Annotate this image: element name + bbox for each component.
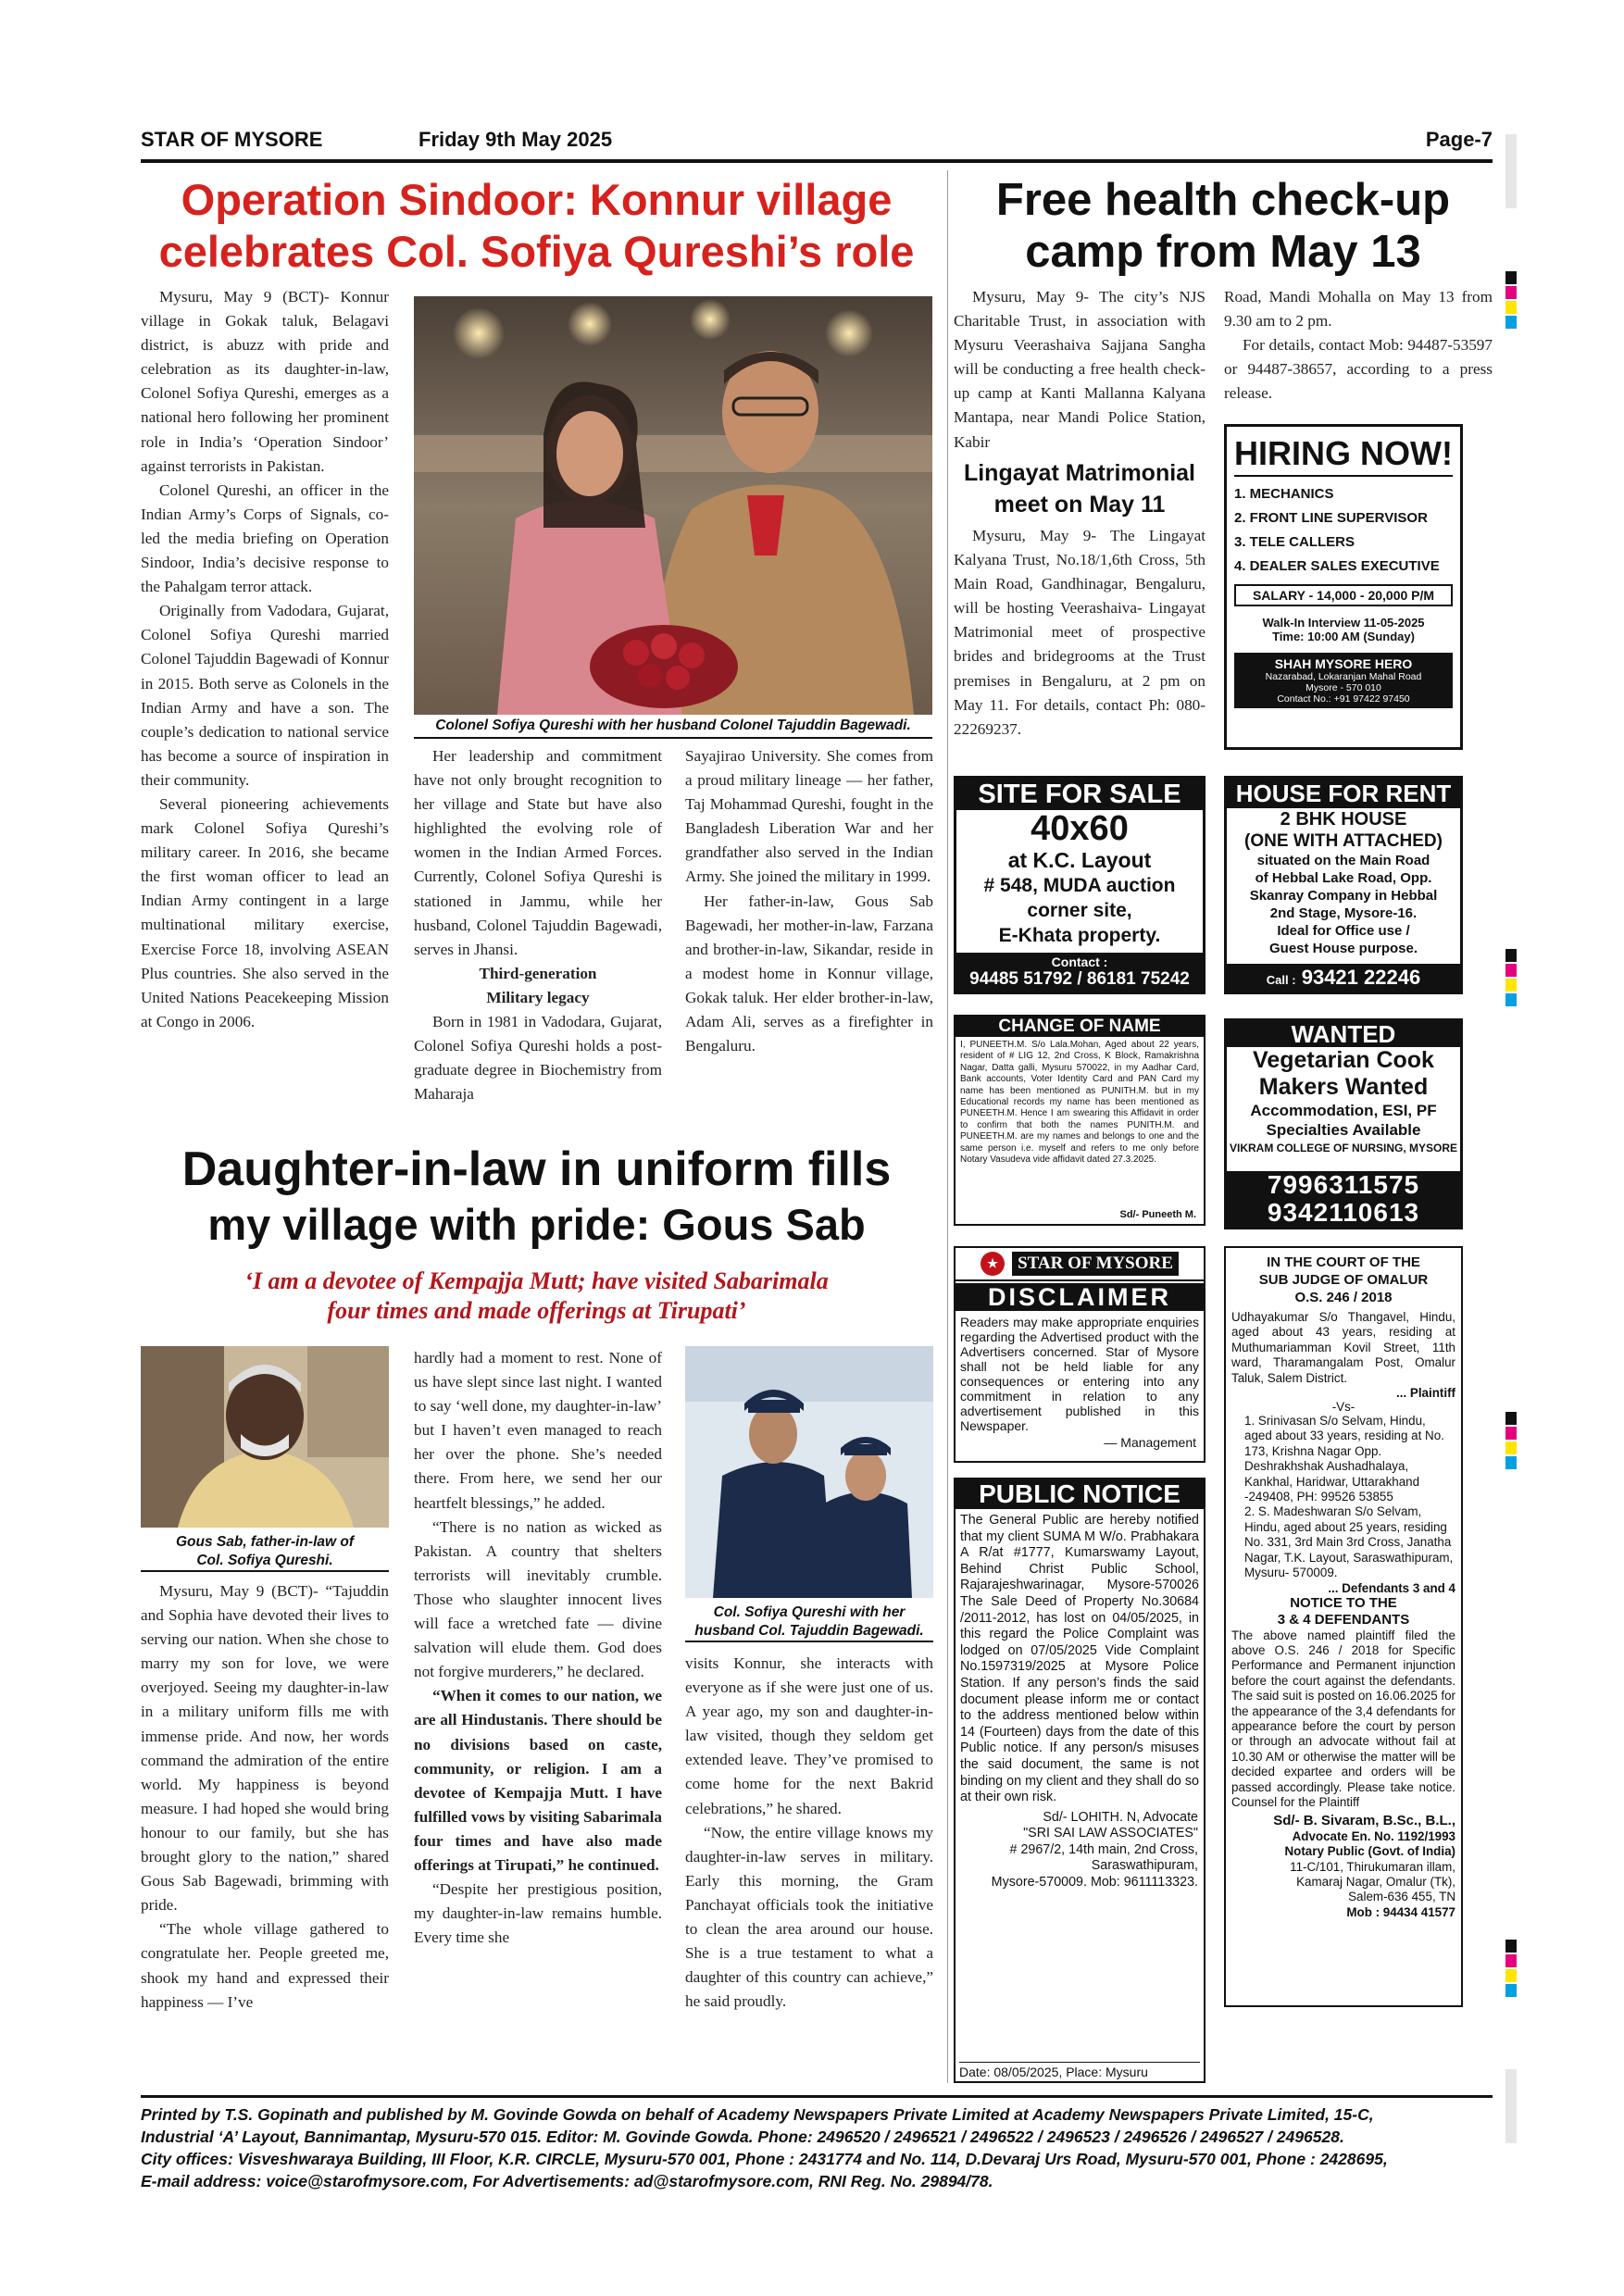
wanted-line1: Vegetarian Cook bbox=[1253, 1047, 1434, 1073]
wanted-line2: Makers Wanted bbox=[1258, 1074, 1429, 1100]
court-sign1: Sd/- B. Sivaram, B.Sc., B.L., bbox=[1273, 1813, 1455, 1829]
footer-line1: Printed by T.S. Gopinath and published by M. Govinde Gowda on behalf of Academy Newspapers Private Limited at Academy Newspapers Private Limited, 15-C, bbox=[141, 2105, 1374, 2124]
house-rent-line1: 2 BHK HOUSE bbox=[1280, 809, 1407, 830]
public-notice-box bbox=[954, 1478, 1206, 2083]
house-rent-call-label: Call : bbox=[1266, 973, 1296, 987]
house-rent-ad bbox=[1224, 776, 1463, 994]
hiring-company-block bbox=[1234, 653, 1453, 708]
story2-headline bbox=[141, 1141, 932, 1252]
health-col1-text: Mysuru, May 9- The city’s NJS Charitable Trust, in association with Mysuru Veerashaiva Sajjana Sangha will be conducting a free health check-up camp at Kanti Mallanna Kalyana Mantapa, near Mandi Police Station, Kabir bbox=[954, 288, 1206, 451]
wanted-line3: Accommodation, ESI, PF bbox=[1250, 1102, 1437, 1119]
lingayat-body bbox=[954, 524, 1206, 742]
health-col2 bbox=[1224, 285, 1493, 406]
site-sale-contact-label: Contact : bbox=[1051, 955, 1108, 969]
court-case: O.S. 246 / 2018 bbox=[1294, 1290, 1393, 1305]
site-sale-ad bbox=[954, 776, 1206, 994]
story1-headline-line2: celebrates Col. Sofiya Qureshi’s role bbox=[158, 227, 915, 276]
public-notice-sign3: # 2967/2, 14th main, 2nd Cross, bbox=[1009, 1841, 1198, 1857]
gous-sab-photo-image bbox=[141, 1346, 389, 1528]
story1-col2-p2: Born in 1981 in Vadodara, Gujarat, Colonel Sofiya Qureshi holds a post-graduate degree in Biochemistry from Maharaja bbox=[414, 1013, 662, 1104]
gous-sab-caption bbox=[141, 1533, 389, 1572]
couple-photo-caption: Colonel Sofiya Qureshi with her husband Colonel Tajuddin Bagewadi. bbox=[414, 717, 932, 739]
site-sale-line2: # 548, MUDA auction bbox=[983, 875, 1176, 896]
disclaimer-box bbox=[954, 1246, 1206, 1463]
hiring-company: SHAH MYSORE HERO bbox=[1274, 656, 1413, 671]
story1-headline bbox=[141, 174, 932, 278]
court-vs: -Vs- bbox=[1331, 1400, 1355, 1415]
story1-col1-p4: Several pioneering achievements mark Colonel Sofiya Qureshi’s military career. In 2016, she became the first woman officer to lead an Indian Army contingent in a large multinational military exercise, Exercise Force 18, involving ASEAN Plus countries. She also served in the United Nations Peacekeeping Mission at Congo in 2006. bbox=[141, 794, 389, 1030]
story1-subhead2: Military legacy bbox=[486, 988, 590, 1006]
wanted-line4: Specialties Available bbox=[1266, 1121, 1421, 1139]
uniform-photo-caption bbox=[685, 1603, 933, 1642]
story2-col3-p1: visits Konnur, she interacts with everyone as if she were just one of us. A year ago, my son and daughter-in-law visited, though they seldom get extended leave. They’ve promised to come home for the next Bakrid celebrations,” he shared. bbox=[685, 1654, 933, 1817]
wanted-body bbox=[1227, 1047, 1460, 1156]
imprint-footer bbox=[141, 2095, 1493, 2192]
health-headline bbox=[954, 174, 1493, 278]
publication-name: STAR OF MYSORE bbox=[141, 128, 323, 151]
health-col2-p1: Road, Mandi Mohalla on May 13 from 9.30 am to 2 pm. bbox=[1224, 288, 1493, 331]
house-rent-title: HOUSE FOR RENT bbox=[1227, 779, 1460, 808]
court-title bbox=[1231, 1254, 1455, 1306]
footer-line4: E-mail address: voice@starofmysore.com, For Advertisements: ad@starofmysore.com, RNI Reg. No. 29894/78. bbox=[141, 2172, 993, 2190]
story2-col3-p2: “Now, the entire village knows my daughter-in-law serves in military. Early this morning, the Gram Panchayat officials took the initiative to clean the area around our house. She is a true testament to what a daughter of this country can achieve,” he said proudly. bbox=[685, 1823, 933, 2011]
story1-col1-p2: Colonel Qureshi, an officer in the Indian Army’s Corps of Signals, co-led the media briefing on Operation Sindoor, India’s decisive response to the Pahalgam terror attack. bbox=[141, 480, 389, 596]
change-name-title: CHANGE OF NAME bbox=[956, 1017, 1204, 1037]
court-sign3: Notary Public (Govt. of India) bbox=[1284, 1844, 1455, 1859]
court-sign5: Kamaraj Nagar, Omalur (Tk), bbox=[1296, 1875, 1455, 1889]
wanted-title: WANTED bbox=[1227, 1021, 1460, 1047]
change-name-body: I, PUNEETH.M. S/o Lala.Mohan, Aged about 22 years, resident of # LIG 12, 2nd Cross, K Block, Ramakrishna Nagar, Datta galli, Mysuru 570022, in my Aadhar Card, Bank accounts, Voter Identity Card and PAN Card my name has been mentioned as PUNITH.M. but in my Educational records my name has been mentioned as PUNEETH.M. Hence I am swearing this Affidavit in order to confirm that both the names PUNITH.M. and PUNEETH.M. are my names and belongs to one and the same person i.e. myself and refers to me only before Notary Vasudeva vide affidavit dated 27.3.2025. bbox=[960, 1040, 1199, 1166]
story2-col2-p1: hardly had a moment to rest. None of us have slept since last night. I wanted to say ‘well done, my daughter-in-law’ but I haven’t even managed to reach her over the phone. She’s needed there. From here, we send her our heartfelt blessings,” he added. bbox=[414, 1349, 662, 1512]
court-notice-box bbox=[1224, 1246, 1463, 2007]
public-notice-sign4: Saraswathipuram, bbox=[1091, 1858, 1198, 1874]
health-col2-p2: For details, contact Mob: 94487-53597 or 94487-38657, according to a press release. bbox=[1224, 336, 1493, 403]
court-sign7: Mob : 94434 41577 bbox=[1346, 1904, 1455, 1919]
hiring-item-1: 1. MECHANICS bbox=[1234, 486, 1334, 502]
star-of-mysore-logo-icon: ★ bbox=[981, 1252, 1005, 1276]
wanted-phones bbox=[1227, 1171, 1460, 1227]
public-notice-sign5: Mysore-570009. Mob: 9611113323. bbox=[991, 1875, 1198, 1890]
story2-deck bbox=[141, 1267, 932, 1326]
house-rent-line5: Skanray Company in Hebbal bbox=[1249, 888, 1438, 904]
wanted-ad bbox=[1224, 1018, 1463, 1229]
site-sale-contact-block bbox=[956, 953, 1203, 992]
gous-sab-caption-line1: Gous Sab, father-in-law of bbox=[175, 1534, 355, 1550]
hiring-ad bbox=[1224, 424, 1463, 750]
footer-line3: City offices: Visveshwaraya Building, III Floor, K.R. CIRCLE, Mysuru-570 001, Phone : 2431774 and No. 114, D.Devaraj Urs Road, Mysuru-570 001, Phone : 2428695, bbox=[141, 2150, 1388, 2168]
public-notice-sign bbox=[956, 1810, 1204, 1891]
story2-col1 bbox=[141, 1579, 389, 2015]
hiring-address1: Nazarabad, Lokaranjan Mahal Road bbox=[1265, 671, 1422, 682]
uniform-photo-image bbox=[685, 1346, 933, 1598]
story2-deck-line1: ‘I am a devotee of Kempajja Mutt; have visited Sabarimala bbox=[244, 1267, 829, 1294]
registration-marks bbox=[1505, 134, 1517, 2143]
hiring-address2: Mysore - 570 010 bbox=[1305, 682, 1381, 693]
story2-col2 bbox=[414, 1346, 662, 1950]
house-rent-body bbox=[1227, 808, 1460, 957]
story2-col1-p1: Mysuru, May 9 (BCT)- “Tajuddin and Sophia have devoted their lives to serving our nation. When she chose to marry my son for love, we were overjoyed. Seeing my daughter-in-law in a military uniform fills me with immense pride. And now, her words command the admiration of the entire world. My happiness is beyond measure. I had hoped she would bring honour to our family, but she has brought glory to the nation,” shared Gous Sab Bagewadi, brimming with pride. bbox=[141, 1582, 389, 1915]
site-sale-size: 40x60 bbox=[1031, 809, 1129, 848]
hiring-walkin: Walk-In Interview 11-05-2025 bbox=[1262, 616, 1425, 630]
public-notice-title: PUBLIC NOTICE bbox=[956, 1479, 1204, 1509]
gous-sab-caption-line2: Col. Sofiya Qureshi. bbox=[196, 1553, 333, 1568]
court-plaintiff-tag: ... Plaintiff bbox=[1396, 1386, 1455, 1401]
court-title1: IN THE COURT OF THE bbox=[1267, 1254, 1420, 1270]
house-rent-line8: Guest House purpose. bbox=[1268, 941, 1418, 956]
court-notice-title2: 3 & 4 DEFENDANTS bbox=[1277, 1611, 1410, 1628]
hiring-title: HIRING NOW! bbox=[1234, 432, 1453, 477]
hiring-item-3: 3. TELE CALLERS bbox=[1234, 534, 1355, 550]
uniform-caption-line1: Col. Sofiya Qureshi with her bbox=[713, 1604, 906, 1620]
court-sign2: Advocate En. No. 1192/1993 bbox=[1292, 1828, 1455, 1843]
story1-col2-p1: Her leadership and commitment have not only brought recognition to her village and State but have also highlighted the evolving role of women in the Indian Armed Forces. Currently, Colonel Sofiya Qureshi is stationed in Jammu, while her husband, Colonel Tajuddin Bagewadi, serves in Jhansi. bbox=[414, 747, 662, 958]
story1-col2 bbox=[414, 744, 662, 1106]
disclaimer-brand-row bbox=[956, 1248, 1204, 1281]
house-rent-line2: (ONE WITH ATTACHED) bbox=[1244, 831, 1443, 851]
site-sale-title: SITE FOR SALE bbox=[956, 779, 1203, 810]
house-rent-line4: of Hebbal Lake Road, Opp. bbox=[1255, 870, 1432, 886]
uniform-caption-line2: husband Col. Tajuddin Bagewadi. bbox=[694, 1623, 924, 1639]
house-rent-phone: 93421 22246 bbox=[1301, 966, 1421, 989]
house-rent-call-block bbox=[1227, 964, 1460, 992]
court-title2: SUB JUDGE OF OMALUR bbox=[1258, 1272, 1429, 1288]
court-def2: 2. S. Madeshwaran S/o Selvam, Hindu, aged about 25 years, residing No. 331, 3rd Main 3rd Cross, Janatha Nagar, T.K. Layout, Saraswathipuram, Mysuru- 570009. bbox=[1244, 1504, 1454, 1580]
page-number: Page-7 bbox=[1425, 128, 1493, 151]
public-notice-sign1: Sd/- LOHITH. N, Advocate bbox=[1043, 1809, 1198, 1825]
health-col1 bbox=[954, 285, 1206, 455]
site-sale-line4: E-Khata property. bbox=[998, 925, 1161, 946]
disclaimer-body: Readers may make appropriate enquiries regarding the Advertised product with the Advertisers concerned. Star of Mysore shall not be held liable for any consequences or entering into any commitment in relation to any advertisement published in this Newspaper. bbox=[960, 1315, 1199, 1433]
hiring-item-4: 4. DEALER SALES EXECUTIVE bbox=[1234, 558, 1440, 574]
story1-col3-p2: Her father-in-law, Gous Sab Bagewadi, her mother-in-law, Farzana and brother-in-law, Sikandar, reside in a modest home in Konnur village, Gokak taluk. Her elder brother-in-law, Adam Ali, serves as a firefighter in Bengaluru. bbox=[685, 892, 933, 1055]
story1-col1-p3: Originally from Vadodara, Gujarat, Colonel Sofiya Qureshi married Colonel Tajuddin Bagewadi of Konnur in 2015. Both serve as Colonels in the Indian Army and have a son. The couple’s dedication to national service has become a source of inspiration in their community. bbox=[141, 602, 389, 789]
story2-headline-line1: Daughter-in-law in uniform fills bbox=[181, 1142, 892, 1196]
lingayat-headline-line1: Lingayat Matrimonial bbox=[963, 460, 1196, 486]
story2-col2-p4: “Despite her prestigious position, my daughter-in-law remains humble. Every time she bbox=[414, 1880, 662, 1947]
hiring-items bbox=[1234, 482, 1453, 579]
hiring-salary: SALARY - 14,000 - 20,000 P/M bbox=[1234, 584, 1453, 606]
court-plaintiff: Udhayakumar S/o Thangavel, Hindu, aged about 43 years, residing at Muthumariamman Kovil Street, 11th ward, Tharamangalam Post, Omalur Taluk, Salem District. bbox=[1231, 1310, 1455, 1385]
story1-col1-p1: Mysuru, May 9 (BCT)- Konnur village in Gokak taluk, Belagavi district, is abuzz with pride and celebration as its daughter-in-law, Colonel Sofiya Qureshi, emerges as a national hero following her prominent role in India’s ‘Operation Sindoor’ against terrorists in Pakistan. bbox=[141, 288, 389, 475]
court-def1: 1. Srinivasan S/o Selvam, Hindu, aged about 33 years, residing at No. 173, Krishna Nagar Opp. Deshrakhshak Aushadhalaya, Kankhal, Haridwar, Uttarakhand -249408, PH: 99526 53855 bbox=[1244, 1414, 1444, 1504]
wanted-college: VIKRAM COLLEGE OF NURSING, MYSORE bbox=[1229, 1142, 1457, 1154]
lingayat-text: Mysuru, May 9- The Lingayat Kalyana Trust, No.18/1,6th Cross, 5th Main Road, Gandhinagar, Bengaluru, will be hosting Veerashaiva- Lingayat Matrimonial meet of prospective brides and bridegrooms at the Trust premises in Bengaluru, at 2 pm on May 11. For details, contact Ph: 080- 22269237. bbox=[954, 527, 1206, 738]
wanted-phone1: 7996311575 bbox=[1267, 1170, 1420, 1199]
court-notice-body: The above named plaintiff filed the above O.S. 246 / 2018 for Specific Performance and Permanent injunction before the court against the defendants. The said suit is posted on 16.06.2025 for the appearance of the 3,4 defendants for appearance before the court by person or through an advocate without fail at 10.30 AM or otherwise the matter will be decided expartee and orders will be passed accordingly. Please take notice. Counsel for the Plaintiff bbox=[1231, 1628, 1455, 1809]
story1-headline-line1: Operation Sindoor: Konnur village bbox=[181, 175, 893, 224]
story2-col3 bbox=[685, 1652, 933, 2014]
story1-col3 bbox=[685, 744, 933, 1058]
story1-subhead1: Third-generation bbox=[479, 964, 597, 982]
public-notice-sign2: "SRI SAI LAW ASSOCIATES" bbox=[1023, 1826, 1198, 1841]
wanted-phone2: 9342110613 bbox=[1267, 1198, 1420, 1227]
lingayat-headline-line2: meet on May 11 bbox=[993, 492, 1166, 518]
site-sale-body bbox=[956, 810, 1203, 948]
story2-deck-line2: four times and made offerings at Tirupati’ bbox=[327, 1297, 746, 1324]
gous-sab-photo bbox=[141, 1346, 389, 1528]
disclaimer-brand: STAR OF MYSORE bbox=[1012, 1252, 1179, 1276]
change-name-ad bbox=[954, 1015, 1206, 1226]
column-divider bbox=[947, 170, 948, 2083]
court-sign4: 11-C/101, Thirukumaran illam, bbox=[1290, 1859, 1455, 1874]
court-notice-title1: NOTICE TO THE bbox=[1290, 1594, 1397, 1611]
masthead bbox=[141, 126, 1493, 163]
court-def-tag: ... Defendants 3 and 4 bbox=[1328, 1580, 1455, 1595]
site-sale-line1: at K.C. Layout bbox=[1007, 848, 1152, 872]
court-sign6: Salem-636 455, TN bbox=[1348, 1890, 1455, 1904]
story1-col1 bbox=[141, 285, 389, 1034]
house-rent-line6: 2nd Stage, Mysore-16. bbox=[1269, 905, 1418, 921]
health-headline-line1: Free health check-up bbox=[995, 175, 1451, 225]
change-name-sign: Sd/- Puneeth M. bbox=[1119, 1209, 1196, 1220]
couple-photo bbox=[414, 296, 932, 715]
public-notice-body: The General Public are hereby notified that my client SUMA M W/o. Prabhakara A R/at #1777, Kumarswamy Layout, Behind Christ Public School, Rajarajeshwarinagar, Mysore-570026 The Sale Deed of Property No.30684 /2011-2012, has lost on 04/05/2025, in this regard the Police Complaint was lodged on 07/05/2025 Vide Complaint No.1597319/2025 at Mysore Police Station. If any person’s finds the said document please inform me or contact to the address mentioned below within 14 (Fourteen) days from the date of this Public notice. If any person/s misuses the said document, the same is not binding on my client and they shall do so at their own risk. bbox=[960, 1513, 1199, 1805]
health-headline-line2: camp from May 13 bbox=[1025, 227, 1421, 277]
house-rent-line7: Ideal for Office use / bbox=[1277, 923, 1410, 939]
uniform-photo bbox=[685, 1346, 933, 1598]
site-sale-phones: 94485 51792 / 86181 75242 bbox=[969, 969, 1190, 989]
footer-line2: Industrial ‘A’ Layout, Bannimantap, Mysuru-570 015. Editor: M. Govinde Gowda. Phone: 2496520 / 2496521 / 2496522 / 2496523 / 2496526 / 2496527 / 2496528. bbox=[141, 2128, 1344, 2146]
story2-col1-p2: “The whole village gathered to congratulate her. People greeted me, shook my hand and expressed their happiness — I’ve bbox=[141, 1920, 389, 2011]
story1-col3-p1: Sayajirao University. She comes from a proud military lineage — her father, Taj Mohammad Qureshi, fought in the Bangladesh Liberation War and her grandfather also served in the Indian Army. She joined the military in 1999. bbox=[685, 747, 933, 886]
lingayat-headline bbox=[954, 457, 1206, 520]
court-sign bbox=[1231, 1814, 1455, 1920]
issue-date: Friday 9th May 2025 bbox=[418, 128, 613, 151]
house-rent-line3: situated on the Main Road bbox=[1256, 853, 1430, 868]
story2-col2-p2: “There is no nation as wicked as Pakistan. A country that shelters terrorists will inevitably crumble. Those who slaughter innocent lives will face a wretched fate — divine salvation will elude them. God does not forgive murderers,” he declared. bbox=[414, 1517, 662, 1681]
story2-headline-line2: my village with pride: Gous Sab bbox=[207, 1200, 866, 1249]
public-notice-date: Date: 08/05/2025, Place: Mysuru bbox=[959, 2062, 1200, 2079]
couple-photo-image bbox=[414, 296, 932, 715]
disclaimer-title: DISCLAIMER bbox=[956, 1283, 1204, 1311]
site-sale-line3: corner site, bbox=[1027, 900, 1132, 921]
hiring-item-2: 2. FRONT LINE SUPERVISOR bbox=[1234, 510, 1428, 526]
hiring-time: Time: 10:00 AM (Sunday) bbox=[1272, 630, 1415, 643]
story2-col2-p3: “When it comes to our nation, we are all Hindustanis. There should be no divisions based on caste, community, or religion. I am a devotee of Kempajja Mutt. I have fulfilled vows by visiting Sabarimala four times and have also made offerings at Tirupati,” he continued. bbox=[414, 1687, 662, 1874]
disclaimer-sign: — Management bbox=[1104, 1435, 1196, 1450]
court-notice-title bbox=[1231, 1595, 1455, 1628]
hiring-contact: Contact No.: +91 97422 97450 bbox=[1277, 693, 1410, 705]
